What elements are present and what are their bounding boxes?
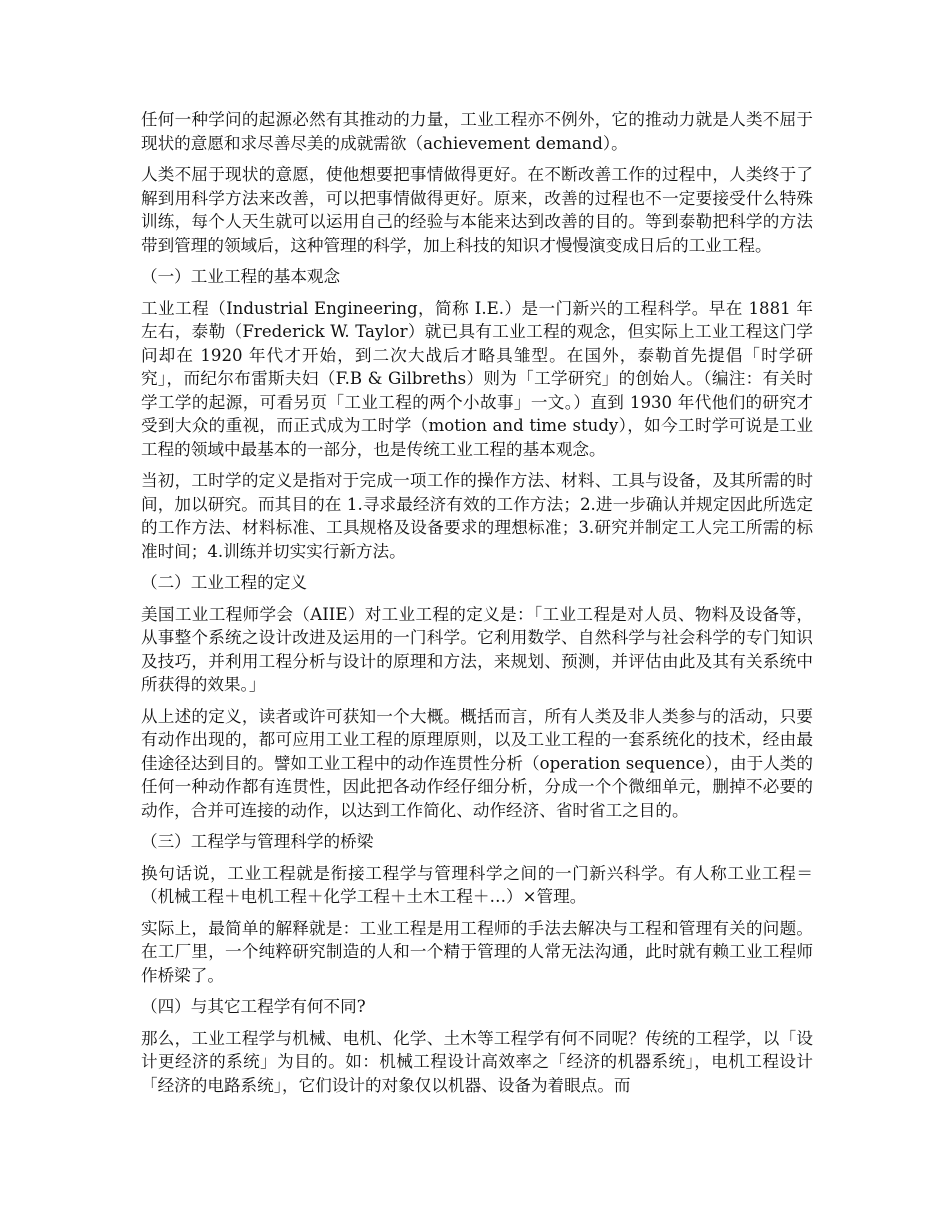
document-page (141, 108, 813, 1105)
paragraph-time-study-definition: 当初，工时学的定义是指对于完成一项工作的操作方法、材料、工具与设备，及其所需的时间，加以研究。而其目的在 1.寻求最经济有效的工作方法；2.进一步确认并规定因此所选定的工作方法、材料标准、工具规格及设备要求的理想标准；3.研究并制定工人完工所需的标准时间；4.训练并切实实行新方法。 (141, 471, 813, 561)
section-heading-difference: （四）与其它工程学有何不同? (141, 997, 366, 1016)
paragraph-ie-history: 工业工程（Industrial Engineering，简称 I.E.）是一门新兴的工程科学。早在 1881 年左右，泰勒（Frederick W. Taylor）就已具有工业工程的观念，但实际上工业工程这门学问却在 1920 年代才开始，到二次大战后才略具雏型。在国外，泰勒首先提倡「时学研究」，而纪尔布雷斯夫妇（F.B & Gilbreths）则为「工学研究」的创始人。（编注：有关时学工学的起源，可看另页「工业工程的两个小故事」一文。）直到 1930 年代他们的研究才受到大众的重视，而正式成为工时学（motion and time study），如今工时学可说是工业工程的领域中最基本的一部分，也是传统工业工程的基本观念。 (141, 298, 813, 459)
section-heading-bridge: （三）工程学与管理科学的桥梁 (141, 832, 374, 851)
section-heading-definition: （二）工业工程的定义 (141, 573, 307, 592)
paragraph-bridge-formula: 换句话说，工业工程就是衔接工程学与管理科学之间的一门新兴科学。有人称工业工程＝（机械工程＋电机工程＋化学工程＋土木工程＋…）×管理。 (141, 863, 813, 906)
paragraph-aiie-definition: 美国工业工程师学会（AIIE）对工业工程的定义是：「工业工程是对人员、物料及设备等，从事整个系统之设计改进及运用的一门科学。它利用数学、自然科学与社会科学的专门知识及技巧，并利用工程分析与设计的原理和方法，来规划、预测，并评估由此及其有关系统中所获得的效果。」 (141, 604, 813, 694)
paragraph-intro: 任何一种学问的起源必然有其推动的力量，工业工程亦不例外，它的推动力就是人类不屈于现状的意愿和求尽善尽美的成就需欲（achievement demand）。 (141, 110, 813, 153)
paragraph-definition-explained: 从上述的定义，读者或许可获知一个大概。概括而言，所有人类及非人类参与的活动，只要有动作出现的，都可应用工业工程的原理原则，以及工业工程的一套系统化的技术，经由最佳途径达到目的。譬如工业工程中的动作连贯性分析（operation sequence），由于人类的任何一种动作都有连贯性，因此把各动作经仔细分析，分成一个个微细单元，删掉不必要的动作，合并可连接的动作，以达到工作简化、动作经济、省时省工之目的。 (141, 706, 813, 820)
section-heading-basic-concept: （一）工业工程的基本观念 (141, 267, 341, 286)
paragraph-difference: 那么，工业工程学与机械、电机、化学、土木等工程学有何不同呢？传统的工程学，以「设计更经济的系统」为目的。如：机械工程设计高效率之「经济的机器系统」，电机工程设计「经济的电路系统」，它们设计的对象仅以机器、设备为着眼点。而 (141, 1028, 813, 1095)
paragraph-bridge-explanation: 实际上，最简单的解释就是：工业工程是用工程师的手法去解决与工程和管理有关的问题。在工厂里，一个纯粹研究制造的人和一个精于管理的人常无法沟通，此时就有赖工业工程师作桥梁了。 (141, 918, 813, 985)
paragraph-improvement: 人类不屈于现状的意愿，使他想要把事情做得更好。在不断改善工作的过程中，人类终于了解到用科学方法来改善，可以把事情做得更好。原来，改善的过程也不一定要接受什么特殊训练，每个人天生就可以运用自己的经验与本能来达到改善的目的。等到泰勒把科学的方法带到管理的领域后，这种管理的科学，加上科技的知识才慢慢演变成日后的工业工程。 (141, 165, 813, 255)
